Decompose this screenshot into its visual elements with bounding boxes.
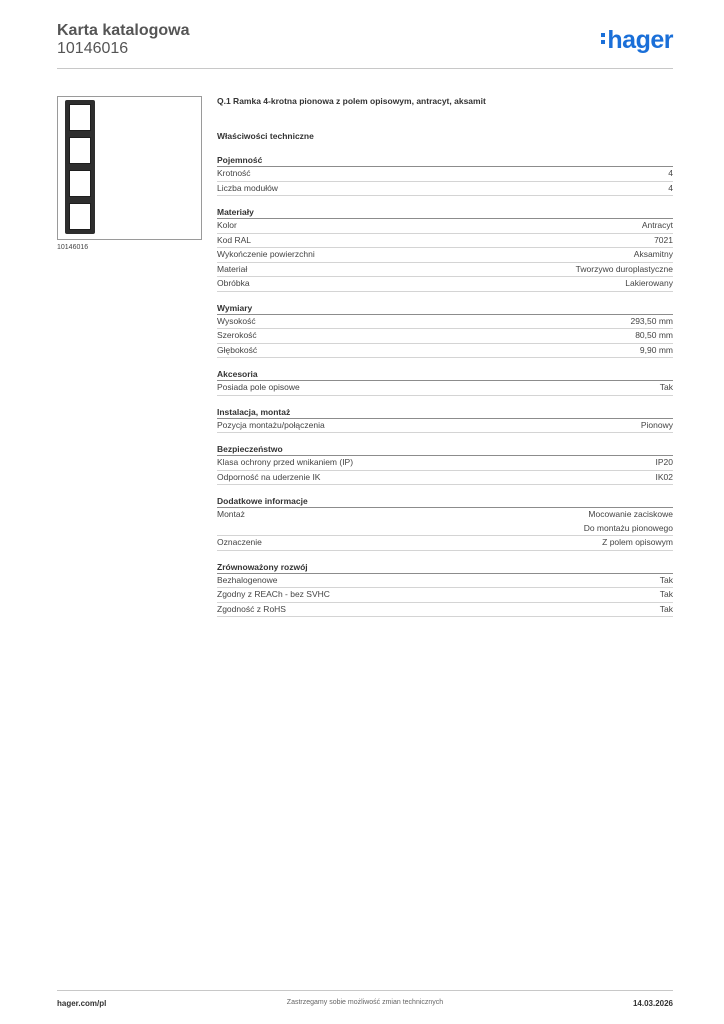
property-row [217,167,673,182]
page-footer [57,990,673,1010]
property-label: Wysokość [217,315,256,326]
frame-slot [69,203,91,230]
section-title: Instalacja, montaż [217,406,673,419]
section-title: Pojemność [217,154,673,167]
product-name: Q.1 Ramka 4-krotna pionowa z polem opisowym, antracyt, aksamit [217,96,486,106]
logo-text: hager [607,26,673,54]
property-row [217,588,673,603]
property-label: Materiał [217,263,248,274]
property-label: Wykończenie powierzchni [217,249,315,259]
technical-properties-heading: Właściwości techniczne [217,131,314,141]
property-row [217,419,673,434]
property-value: Mocowanie zaciskowe Do montażu pionowego [583,509,673,533]
property-section [217,495,673,551]
footer-date: 14.03.2026 [632,999,673,1008]
property-row [217,219,673,234]
property-label: Pozycja montażu/połączenia [217,419,325,430]
property-section [217,154,673,196]
property-row [217,182,673,197]
logo-dots-icon [601,33,605,47]
property-value: Tak [659,589,673,599]
property-label: Oznaczenie [217,537,262,547]
property-section [217,406,673,434]
property-section [217,561,673,618]
document-title: Karta katalogowa [57,22,190,39]
footer-disclaimer: Zastrzegamy sobie możliwość zmian technicznych [286,999,444,1006]
property-value: Tworzywo duroplastyczne [575,263,673,274]
property-value: 7021 [654,234,673,245]
section-title: Zrównoważony rozwój [217,561,673,574]
property-label: Krotność [217,168,251,178]
property-row [217,456,673,471]
property-value: Pionowy [640,419,673,430]
page-header [57,21,673,69]
property-row [217,344,673,359]
property-section [217,368,673,396]
property-value: Tak [659,574,673,585]
property-value: Antracyt [641,220,673,230]
property-row [217,471,673,486]
property-label: Szerokość [217,330,257,340]
property-row [217,381,673,396]
property-row [217,248,673,263]
property-label: Głębokość [217,344,258,355]
property-row [217,508,673,536]
property-value: Aksamitny [633,249,673,259]
property-label: Liczba modułów [217,182,278,193]
property-row [217,329,673,344]
hager-logo [601,25,673,55]
frame-4-gang-icon [65,100,95,234]
property-label: Kolor [217,220,237,230]
property-label: Obróbka [217,278,250,288]
property-section [217,206,673,292]
product-image [57,96,202,240]
property-value: 9,90 mm [639,344,673,355]
property-label: Bezhalogenowe [217,574,278,585]
property-row [217,277,673,292]
section-title: Bezpieczeństwo [217,443,673,456]
section-title: Materiały [217,206,673,219]
section-title: Dodatkowe informacje [217,495,673,508]
property-row [217,234,673,249]
property-row [217,603,673,618]
property-value: 4 [668,182,673,193]
property-value: Z polem opisowym [602,537,673,547]
property-label: Zgodność z RoHS [217,603,286,614]
property-value: 80,50 mm [635,330,673,340]
section-title: Wymiary [217,302,673,315]
property-row [217,536,673,551]
footer-website-link[interactable]: hager.com/pl [57,999,107,1008]
property-row [217,263,673,278]
product-image-code: 10146016 [57,244,89,251]
property-label: Zgodny z REACh - bez SVHC [217,589,330,599]
property-value: Tak [659,382,673,392]
property-label: Odporność na uderzenie IK [217,471,321,482]
property-label: Klasa ochrony przed wnikaniem (IP) [217,457,354,467]
property-label: Kod RAL [217,234,252,245]
property-value: 293,50 mm [630,315,673,326]
property-value: 4 [668,168,673,178]
document-number: 10146016 [57,40,129,57]
frame-slot [69,137,91,164]
product-details [217,94,673,617]
property-label: Posiada pole opisowe [217,382,300,392]
property-label: Montaż [217,509,245,519]
property-value: Tak [659,603,673,614]
properties-sections [217,154,673,617]
section-title: Akcesoria [217,368,673,381]
frame-slot [69,104,91,131]
property-section [217,443,673,485]
frame-slot [69,170,91,197]
property-row [217,574,673,589]
property-value: Lakierowany [625,278,673,288]
property-row [217,315,673,330]
property-value: IK02 [655,471,673,482]
property-section [217,302,673,359]
property-value: IP20 [655,457,673,467]
